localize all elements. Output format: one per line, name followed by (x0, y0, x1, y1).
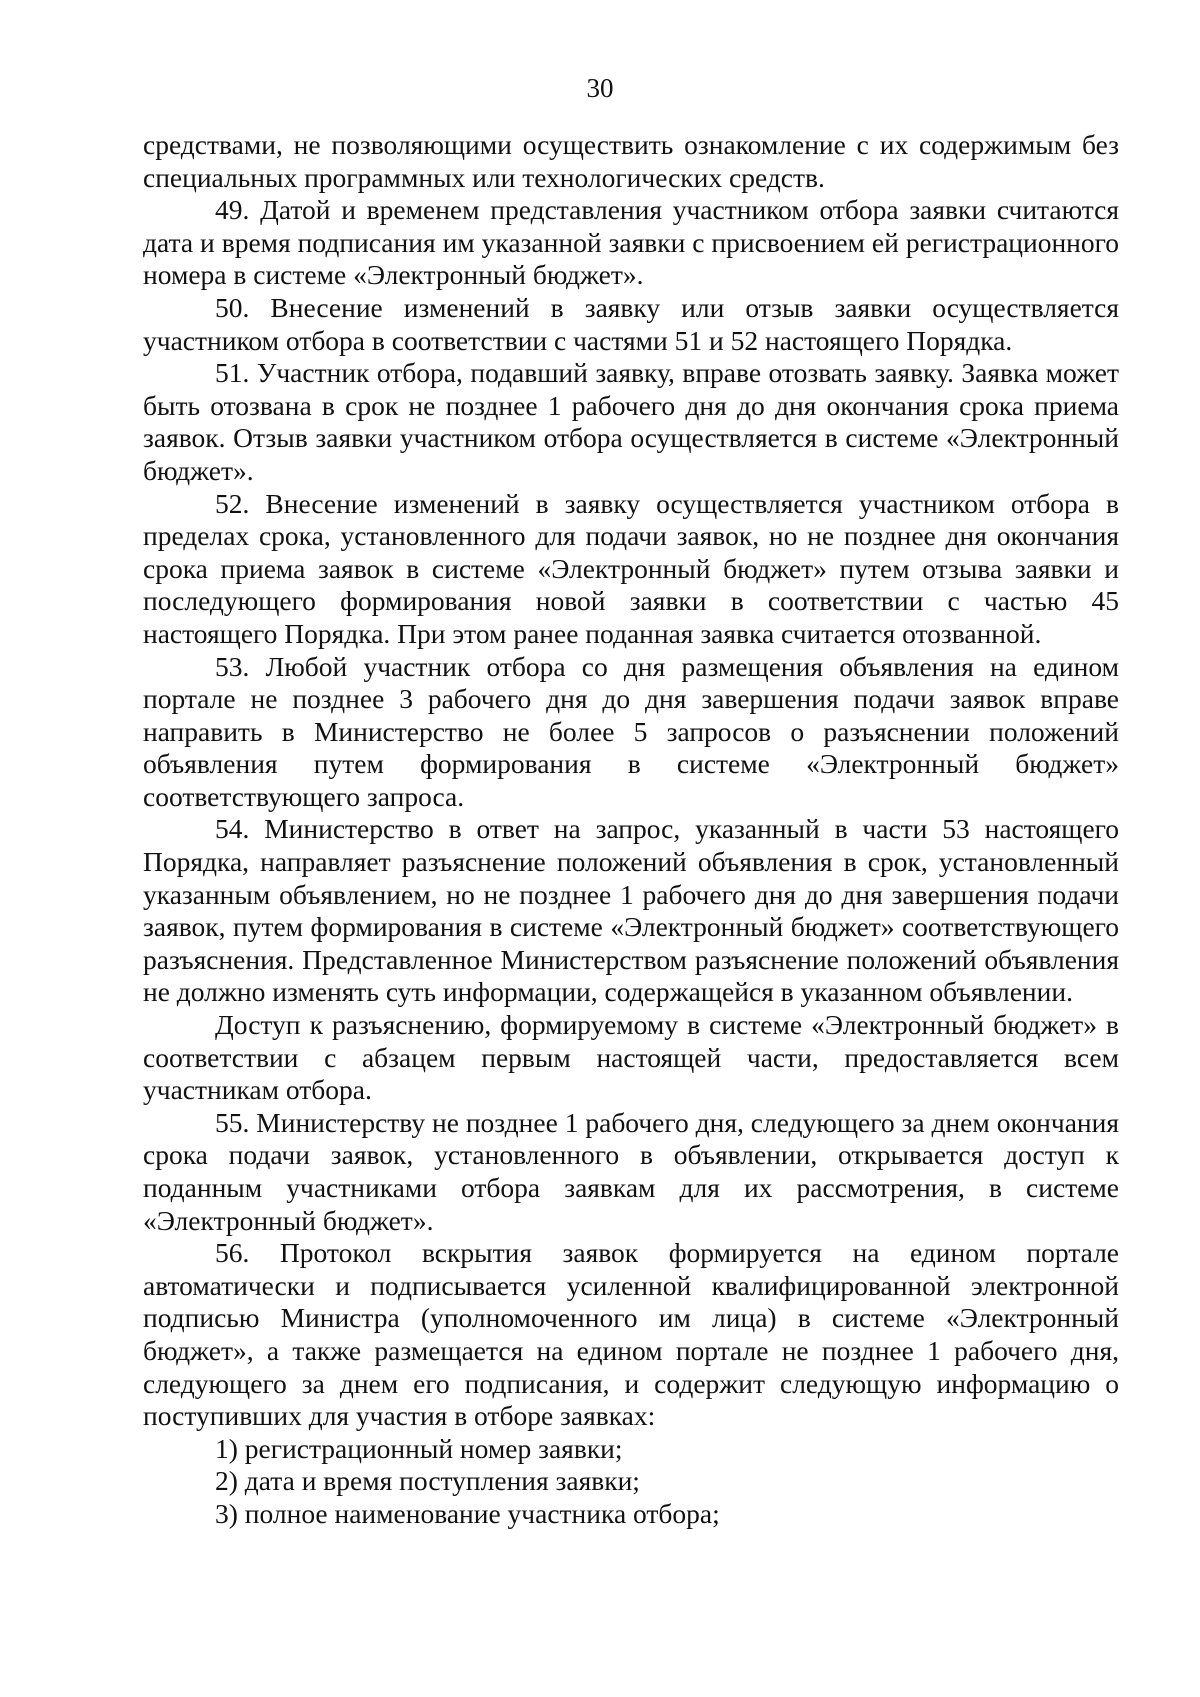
paragraph-49: 49. Датой и временем представления участником отбора заявки считаются дата и время подписания им указанной заявки с присвоением ей регистрационного номера в системе «Электронный бюджет». (143, 194, 1119, 291)
list-item: 3) полное наименование участника отбора; (215, 1497, 720, 1529)
paragraph-54-access: Доступ к разъяснению, формируемому в системе «Электронный бюджет» в соответствии с абзацем первым настоящей части, предоставляется всем участникам отбора. (143, 1009, 1119, 1106)
paragraph-56: 56. Протокол вскрытия заявок формируется на едином портале автоматически и подписывается усиленной квалифицированной электронной подписью Министра (уполномоченного им лица) в системе «Электронный бюджет», а также размещается на едином портале не позднее 1 рабочего дня, следующего за днем его подписания, и содержит следующую информацию о поступивших для участия в отборе заявках: (143, 1237, 1119, 1432)
page-number: 30 (586, 73, 614, 103)
list-item: 1) регистрационный номер заявки; (215, 1432, 623, 1464)
paragraph-52: 52. Внесение изменений в заявку осуществляется участником отбора в пределах срока, установленного для подачи заявок, но не позднее дня окончания срока приема заявок в системе «Электронный бюджет» путем отзыва заявки и последующего формирования новой заявки в соответствии с частью 45 настоящего Порядка. При этом ранее поданная заявка считается отозванной. (143, 487, 1119, 649)
list-item: 2) дата и время поступления заявки; (215, 1465, 640, 1497)
paragraph-55: 55. Министерству не позднее 1 рабочего дня, следующего за днем окончания срока подачи заявок, установленного в объявлении, открывается доступ к поданным участниками отбора заявкам для их рассмотрения, в системе «Электронный бюджет». (143, 1106, 1119, 1236)
paragraph-50: 50. Внесение изменений в заявку или отзыв заявки осуществляется участником отбора в соответствии с частями 51 и 52 настоящего Порядка. (143, 291, 1119, 356)
paragraph-51: 51. Участник отбора, подавший заявку, вправе отозвать заявку. Заявка может быть отозвана в срок не позднее 1 рабочего дня до дня окончания срока приема заявок. Отзыв заявки участником отбора осуществляется в системе «Электронный бюджет». (143, 357, 1119, 486)
paragraph-54: 54. Министерство в ответ на запрос, указанный в части 53 настоящего Порядка, направляет разъяснение положений объявления в срок, установленный указанным объявлением, но не позднее 1 рабочего дня до дня завершения подачи заявок, путем формирования в системе «Электронный бюджет» соответствующего разъяснения. Представленное Министерством разъяснение положений объявления не должно изменять суть информации, содержащейся в указанном объявлении. (143, 813, 1119, 1008)
paragraph-53: 53. Любой участник отбора со дня размещения объявления на едином портале не позднее 3 рабочего дня до дня завершения подачи заявок вправе направить в Министерство не более 5 запросов о разъяснении положений объявления путем формирования в системе «Электронный бюджет» соответствующего запроса. (143, 650, 1119, 812)
paragraph-continuation: средствами, не позволяющими осуществить ознакомление с их содержимым без специальных программных или технологических средств. (143, 129, 1119, 193)
document-body (143, 129, 1119, 1531)
